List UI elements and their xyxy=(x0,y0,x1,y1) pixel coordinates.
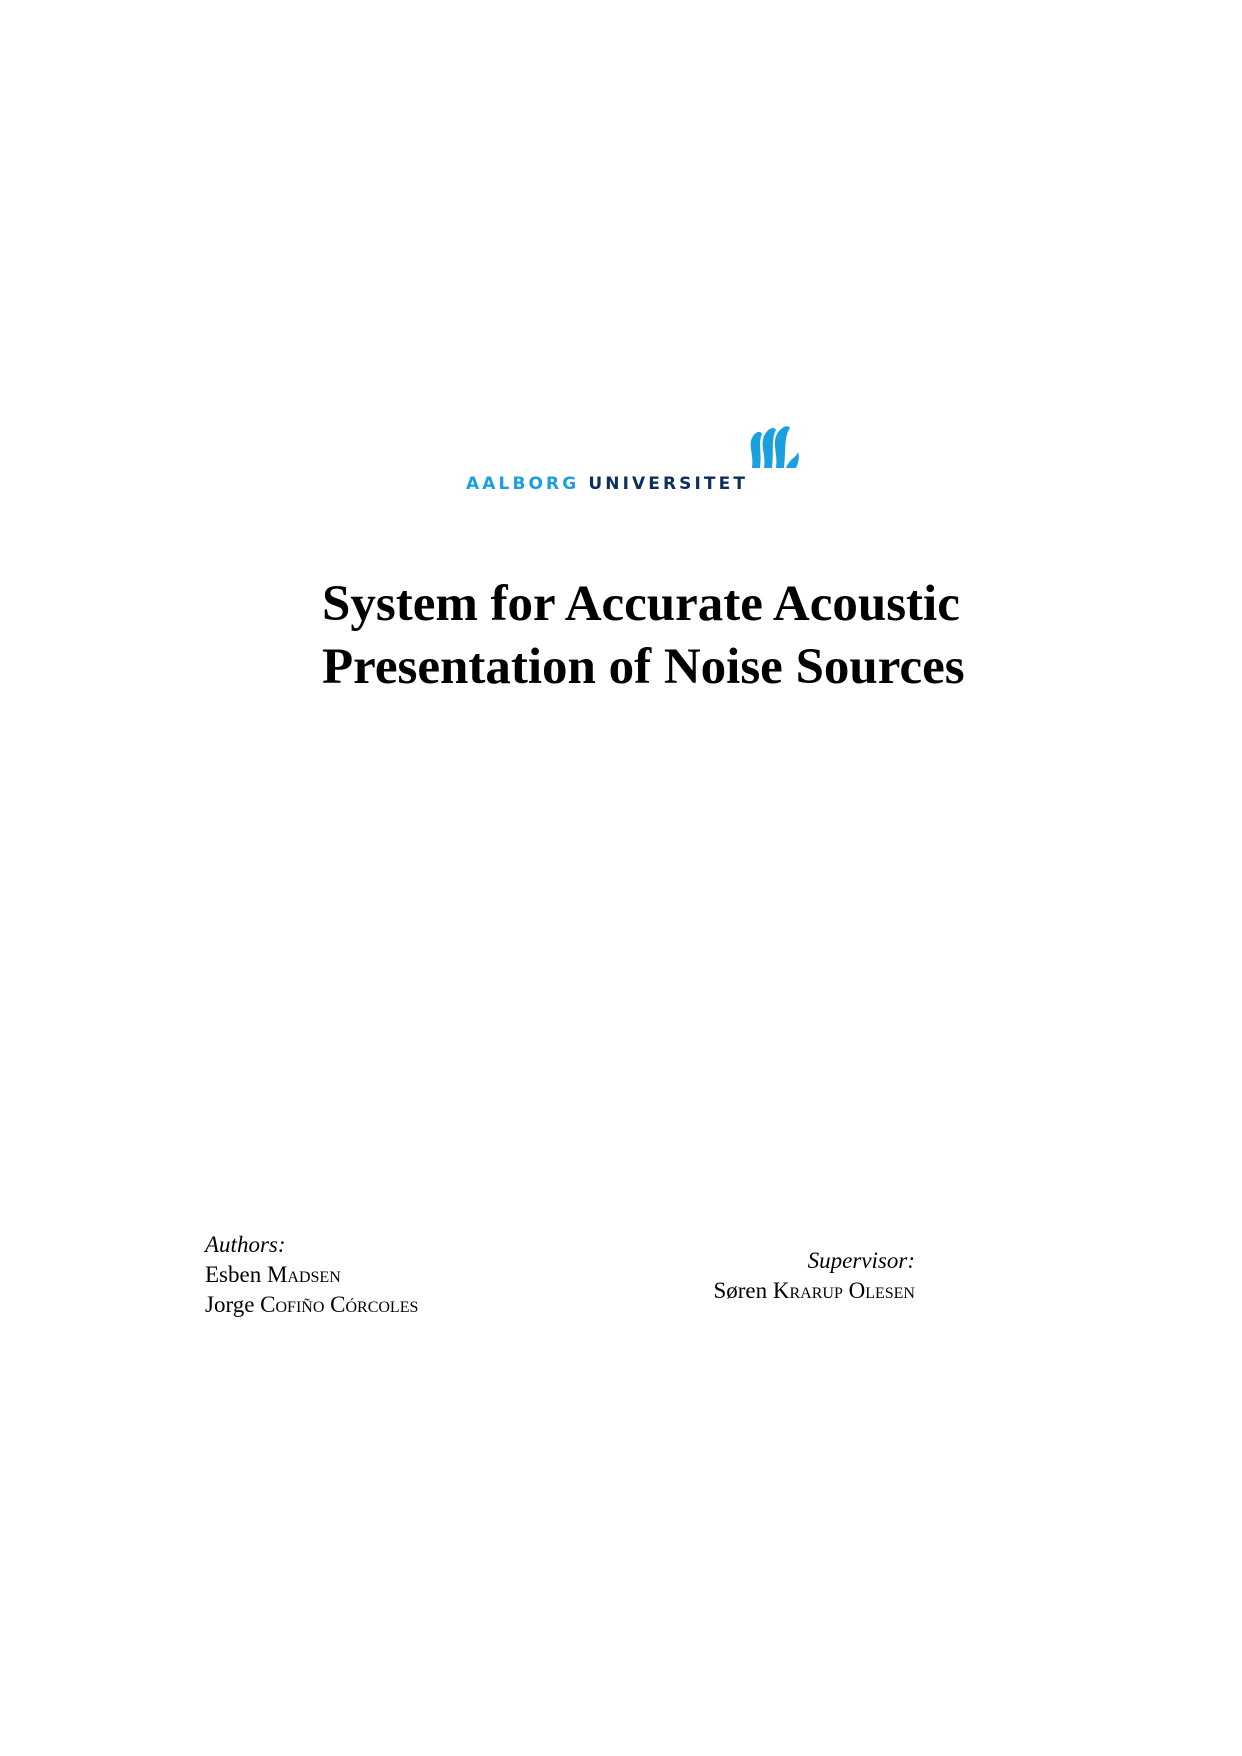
aau-wave-logo-icon xyxy=(746,424,802,470)
title-line-1: System for Accurate Acoustic xyxy=(322,576,960,632)
author-last-name: Cofiño Córcoles xyxy=(260,1292,419,1317)
logo-word-universitet: UNIVERSITET xyxy=(588,474,749,494)
supervisor-label: Supervisor: xyxy=(807,1248,915,1273)
supervisor-name xyxy=(713,1276,915,1306)
document-title xyxy=(322,573,1022,699)
supervisor-block xyxy=(713,1246,915,1306)
authors-label: Authors: xyxy=(205,1232,286,1257)
title-line-2: Presentation of Noise Sources xyxy=(322,639,965,695)
author-first-name: Jorge xyxy=(205,1292,255,1317)
logo-word-aalborg: AALBORG xyxy=(466,474,580,494)
logo-wordmark xyxy=(466,474,748,494)
author-name xyxy=(205,1290,418,1320)
university-logo xyxy=(466,424,836,494)
supervisor-first-name: Søren xyxy=(713,1278,768,1303)
author-last-name: Madsen xyxy=(266,1262,341,1287)
authors-block xyxy=(205,1230,418,1320)
supervisor-last-name: Krarup Olesen xyxy=(772,1278,915,1303)
author-first-name: Esben xyxy=(205,1262,262,1287)
author-name xyxy=(205,1260,418,1290)
